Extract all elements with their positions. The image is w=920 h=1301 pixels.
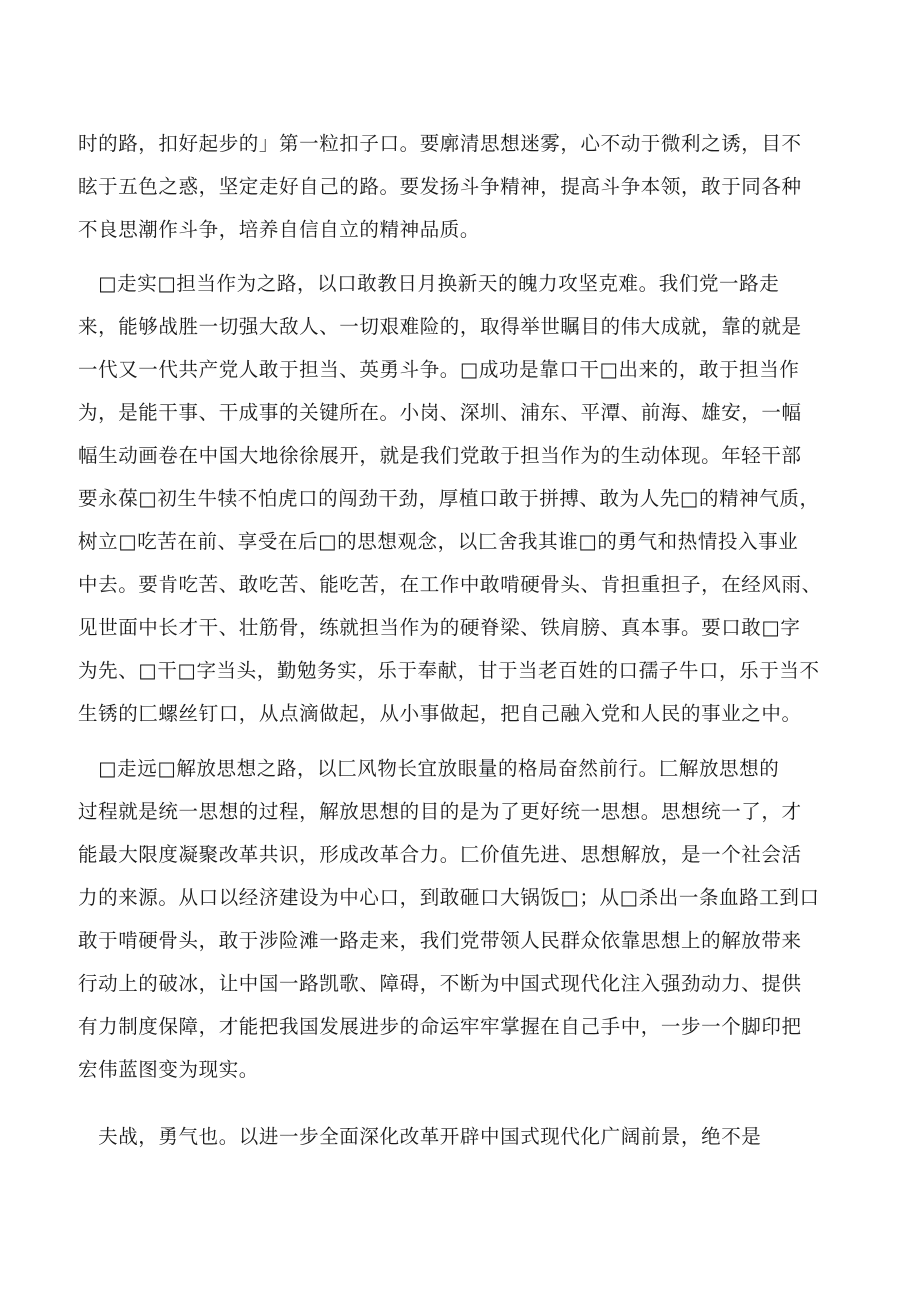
text-line: 行动上的破冰，让中国一路凯歌、障碍，不断为中国式现代化注入强劲动力、提供 (78, 972, 802, 995)
text-line: □走实□担当作为之路，以口敢教日月换新天的魄力攻坚克难。我们党一路走 (78, 272, 780, 295)
text-line: 来，能够战胜一切强大敌人、一切艰难险的，取得举世瞩目的伟大成就，靠的就是 (78, 315, 802, 338)
text-line: 一代又一代共产党人敢于担当、英勇斗争。□成功是靠口干□出来的，敢于担当作 (78, 358, 800, 381)
text-line: 眩于五色之惑，坚定走好自己的路。要发扬斗争精神，提高斗争本领，敢于同各种 (78, 175, 802, 198)
text-line: 能最大限度凝聚改革共识，形成改革合力。匚价值先进、思想解放，是一个社会活 (78, 843, 802, 866)
text-line: 幅生动画卷在中国大地徐徐展开，就是我们党敢于担当作为的生动体现。年轻干部 (78, 444, 802, 467)
text-line: 中去。要肯吃苦、敢吃苦、能吃苦，在工作中敢啃硬骨头、肯担重担子，在经风雨、 (78, 573, 822, 596)
text-line: 树立□吃苦在前、享受在后□的思想观念，以匚舍我其谁□的勇气和热情投入事业 (78, 530, 799, 553)
text-line: 过程就是统一思想的过程，解放思想的目的是为了更好统一思想。思想统一了，才 (78, 800, 802, 823)
text-line: 生锈的匚螺丝钉口，从点滴做起，从小事做起，把自己融入党和人民的事业之中。 (78, 702, 802, 725)
text-line: 要永葆□初生牛犊不怕虎口的闯劲干劲，厚植口敢于拼搏、敢为人先□的精神气质， (78, 487, 820, 510)
text-line: 为，是能干事、干成事的关键所在。小岗、深圳、浦东、平潭、前海、雄安，一幅 (78, 401, 802, 424)
text-line: 力的来源。从口以经济建设为中心口，到敢砸口大锅饭□；从□杀出一条血路工到口 (78, 886, 820, 909)
paragraph-3 (78, 747, 868, 1091)
text-line: 见世面中长才干、壮筋骨，练就担当作为的硬脊梁、铁肩膀、真本事。要口敢□字 (78, 616, 801, 639)
text-line: □走远□解放思想之路，以匚风物长宜放眼量的格局奋然前行。匚解放思想的 (78, 757, 780, 780)
paragraph-4 (78, 1115, 868, 1158)
text-line: 敢于啃硬骨头，敢于涉险滩一路走来，我们党带领人民群众依靠思想上的解放带来 (78, 929, 802, 952)
text-line: 宏伟蓝图变为现实。 (78, 1058, 259, 1081)
paragraph-2 (78, 262, 868, 735)
paragraph-1 (78, 122, 868, 251)
text-line: 有力制度保障，才能把我国发展进步的命运牢牢掌握在自己手中，一步一个脚印把 (78, 1015, 802, 1038)
text-line: 不良思潮作斗争，培养自信自立的精神品质。 (78, 218, 481, 241)
text-line: 为先、□干□字当头，勤勉务实，乐于奉献，甘于当老百姓的口孺子牛口，乐于当不 (78, 659, 820, 682)
text-line: 夫战，勇气也。以进一步全面深化改革开辟中国式现代化广阔前景，绝不是 (78, 1125, 762, 1148)
text-line: 时的路，扣好起步的」第一粒扣子口。要廓清思想迷雾，心不动于微利之诱，目不 (78, 132, 802, 155)
